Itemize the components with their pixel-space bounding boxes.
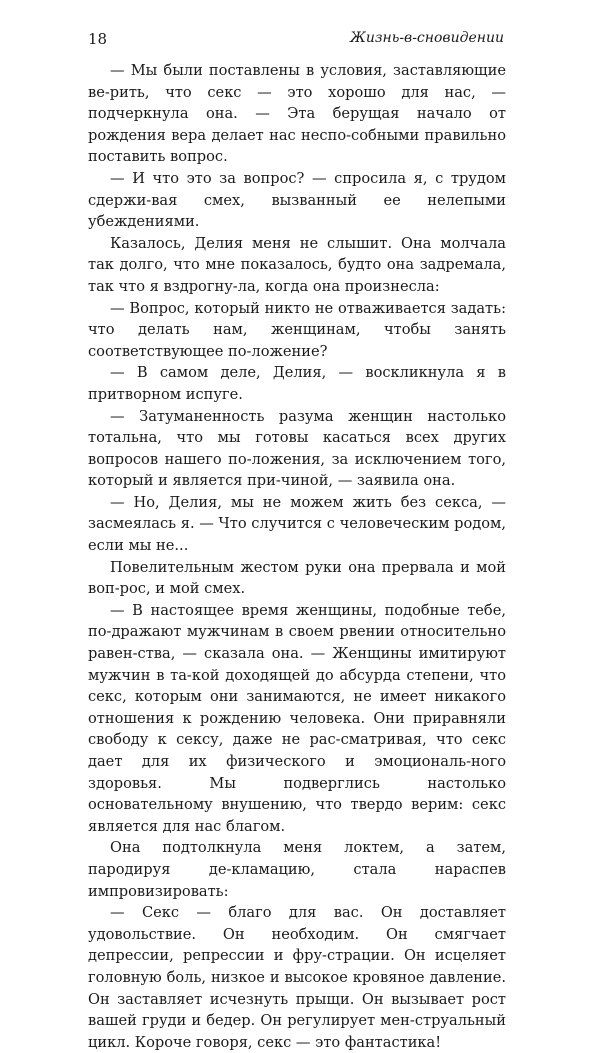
- paragraph: — Но, Делия, мы не можем жить без секса, — засмеялась я. — Что случится с человеческим родом, если мы не...: [88, 493, 506, 555]
- paragraph: — Мы были поставлены в условия, заставляющие ве-рить, что секс — это хорошо для нас, — подчеркнула она. — Эта берущая начало от рождения вера делает нас неспо-собными правильно поставить вопрос.: [88, 62, 506, 166]
- running-title: Жизнь-в-сновидении: [350, 30, 504, 46]
- body-text: [88, 60, 506, 1053]
- page-header: [88, 30, 504, 52]
- paragraph: — В настоящее время женщины, подобные тебе, по-дражают мужчинам в своем рвении относительно равен-ства, — сказала она. — Женщины имитируют мужчин в та-кой доходящей до абсурда степени, что секс, которым они занимаются, не имеет никакого отношения к рождению человека. Они приравняли свободу к сексу, даже не рас-сматривая, что секс дает для их физического и эмоциональ-ного здоровья. Мы подверглись настолько основательному внушению, что твердо верим: секс является для нас благом.: [88, 601, 506, 835]
- paragraph: Она подтолкнула меня локтем, а затем, пародируя де-кламацию, стала нараспев импровизировать:: [88, 839, 506, 900]
- paragraph: Повелительным жестом руки она прервала и мой воп-рос, и мой смех.: [88, 558, 506, 598]
- page-number: 18: [88, 30, 108, 48]
- paragraph: — Вопрос, который никто не отваживается задать: что делать нам, женщинам, чтобы занять соответствующее по-ложение?: [88, 299, 506, 360]
- paragraph: Казалось, Делия меня не слышит. Она молчала так долго, что мне показалось, будто она задремала, так что я вздрогну-ла, когда она произнесла:: [88, 234, 506, 295]
- paragraph: — Затуманенность разума женщин настолько тотальна, что мы готовы касаться всех других вопросов нашего по-ложения, за исключением того, который и является при-чиной, — заявила она.: [88, 407, 506, 490]
- paragraph: — В самом деле, Делия, — воскликнула я в притворном испуге.: [88, 364, 506, 403]
- paragraph: — Секс — благо для вас. Он доставляет удовольствие. Он необходим. Он смягчает депрессии, репрессии и фру-страции. Он исцеляет головную боль, низкое и высокое кровяное давление. Он заставляет исчезнуть прыщи. Он вызывает рост вашей груди и бедер. Он регулирует мен-струальный цикл. Короче говоря, секс — это фантастика!: [88, 904, 506, 1051]
- paragraph: — И что это за вопрос? — спросила я, с трудом сдержи-вая смех, вызванный ее нелепыми убеждениями.: [88, 169, 506, 231]
